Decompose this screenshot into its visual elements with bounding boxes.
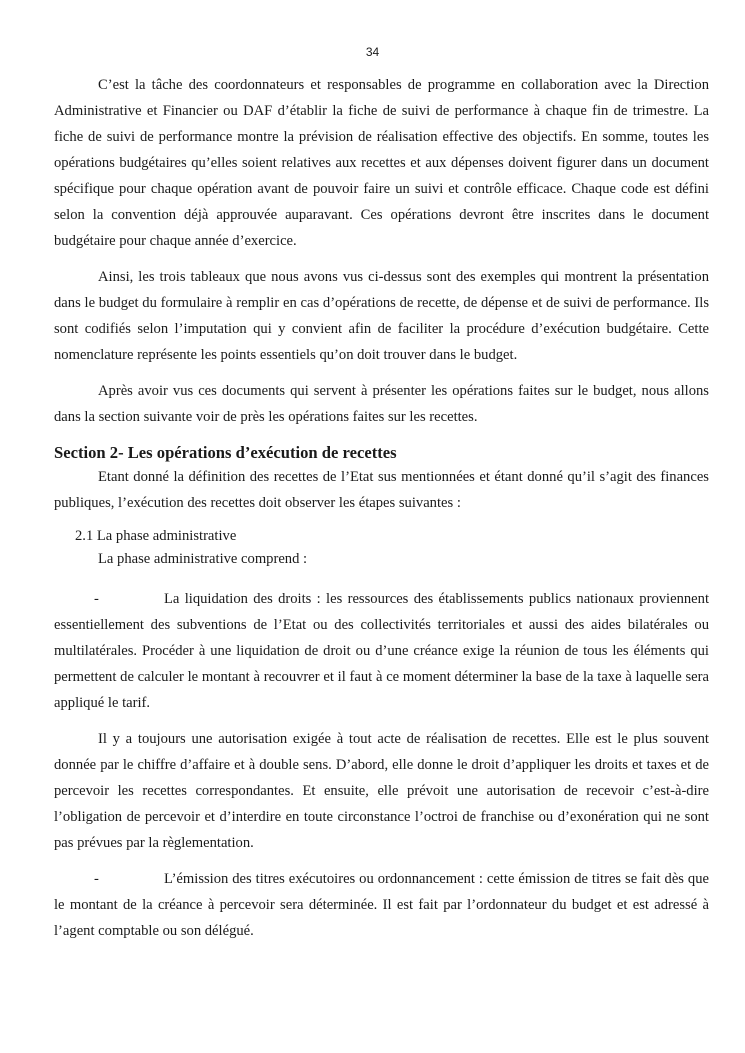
bullet-dash: - — [94, 591, 99, 607]
list-item-emission — [54, 866, 709, 944]
list-item-text: La liquidation des droits : les ressources des établissements publics nationaux proviennent essentiellement des subventions de l’Etat ou des collectivités territoriales et aussi des aides bilatérales ou multilatérales. Procéder à une liquidation de droit ou d’une créance exige la réunion de tous les éléments qui permettent de calculer le montant à recouvrer et il faut à ce moment déterminer la base de la taxe à laquelle sera appliqué le tarif. — [54, 591, 709, 711]
section-title: Section 2- Les opérations d’exécution de recettes — [54, 443, 397, 462]
list-item-liquidation — [54, 586, 709, 716]
paragraph-authorization: Il y a toujours une autorisation exigée à tout acte de réalisation de recettes. Elle est le plus souvent donnée par le chiffre d’affaire et à double sens. D’abord, elle donne le droit d’appliquer les droits et taxes et de percevoir les recettes correspondantes. Et ensuite, elle prévoit une autorisation de recevoir c’est-à-dire l’obligation de percevoir et d’interdire en toute circonstance l’octroi de franchise ou d’exonération qui ne sont pas prévues par la règlementation. — [54, 731, 709, 851]
paragraph-tables-summary: Ainsi, les trois tableaux que nous avons vus ci-dessus sont des exemples qui montrent la présentation dans le budget du formulaire à remplir en cas d’opérations de recette, de dépense et de suivi de performance. Ils sont codifiés selon l’imputation qui y convient afin de faciliter la procédure d’exécution budgétaire. Cette nomenclature représente les points essentiels qu’on doit trouver dans le budget. — [54, 269, 709, 363]
list-item-text: L’émission des titres exécutoires ou ordonnancement : cette émission de titres se fait dès que le montant de la créance à percevoir sera déterminée. Il est fait par l’ordonnateur du budget et est adressé à l’agent comptable ou son délégué. — [54, 871, 709, 939]
paragraph-performance-tracking: C’est la tâche des coordonnateurs et responsables de programme en collaboration avec la Direction Administrative et Financier ou DAF d’établir la fiche de suivi de performance à chaque fin de trimestre. La fiche de suivi de performance montre la prévision de réalisation effective des objectifs. En somme, toutes les opérations budgétaires qu’elles soient relatives aux recettes et aux dépenses doivent figurer dans un document spécifique pour chaque opération avant de pouvoir faire un suivi et contrôle efficace. Chaque code est défini selon la convention déjà approuvée auparavant. Ces opérations devront être inscrites dans le document budgétaire pour chaque année d’exercice. — [54, 77, 709, 249]
subsection-intro: La phase administrative comprend : — [98, 551, 308, 567]
paragraph-transition: Après avoir vus ces documents qui servent à présenter les opérations faites sur le budget, nous allons dans la section suivante voir de près les opérations faites sur les recettes. — [54, 383, 709, 425]
page-body — [54, 72, 709, 944]
page-number: 34 — [365, 45, 380, 59]
subsection-title: 2.1 La phase administrative — [75, 528, 237, 544]
section-intro: Etant donné la définition des recettes de l’Etat sus mentionnées et étant donné qu’il s’agit des finances publiques, l’exécution des recettes doit observer les étapes suivantes : — [54, 469, 709, 511]
bullet-dash: - — [94, 871, 99, 887]
